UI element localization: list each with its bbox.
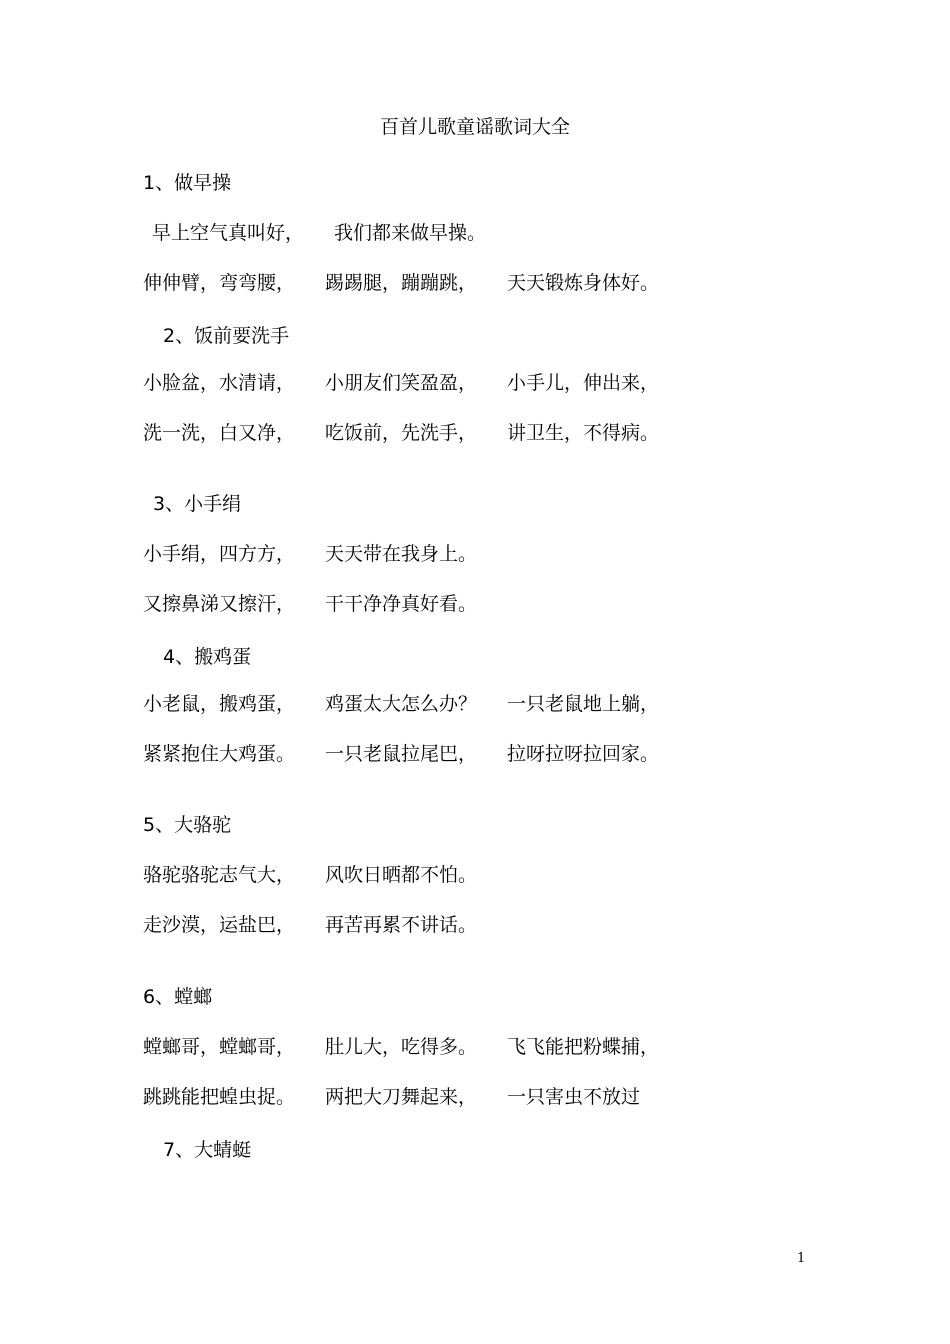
lyric-phrase: 螳螂哥，螳螂哥，: [143, 1036, 296, 1058]
lyric-line: [0, 220, 950, 246]
song-heading: 3、小手绢: [153, 493, 242, 515]
lyric-phrase: 一只老鼠拉尾巴，: [325, 743, 478, 765]
lyric-line: [0, 591, 950, 617]
lyric-line: [0, 691, 950, 717]
lyric-phrase: 小脸盆，水清请，: [143, 372, 296, 394]
lyric-phrase: 天天带在我身上。: [325, 543, 478, 565]
lyric-phrase: 伸伸臂，弯弯腰，: [143, 272, 296, 294]
lyric-phrase: 风吹日晒都不怕。: [325, 864, 478, 886]
lyric-phrase: 干干净净真好看。: [325, 593, 478, 615]
lyric-line: [0, 541, 950, 567]
lyric-phrase: 我们都来做早操。: [334, 222, 487, 244]
document-title: 百首儿歌童谣歌词大全: [379, 116, 570, 138]
lyric-phrase: 跳跳能把蝗虫捉。: [143, 1086, 296, 1108]
lyric-phrase: 拉呀拉呀拉回家。: [507, 743, 660, 765]
lyric-phrase: 小手儿，伸出来，: [507, 372, 660, 394]
lyric-line: [0, 1084, 950, 1110]
lyric-phrase: 一只老鼠地上躺，: [507, 693, 660, 715]
lyric-phrase: 天天锻炼身体好。: [507, 272, 660, 294]
song-heading: 2、饭前要洗手: [163, 325, 290, 347]
lyric-line: [0, 741, 950, 767]
lyric-phrase: 踢踢腿，蹦蹦跳，: [325, 272, 478, 294]
lyric-phrase: 再苦再累不讲话。: [325, 914, 478, 936]
lyric-phrase: 走沙漠，运盐巴，: [143, 914, 296, 936]
song-heading: 5、大骆驼: [143, 814, 232, 836]
lyric-phrase: 吃饭前，先洗手，: [325, 422, 478, 444]
lyric-phrase: 两把大刀舞起来，: [325, 1086, 478, 1108]
lyric-phrase: 飞飞能把粉蝶捕，: [507, 1036, 660, 1058]
song-heading: 1、做早操: [143, 172, 232, 194]
page-number: 1: [797, 1251, 806, 1266]
lyric-phrase: 骆驼骆驼志气大，: [143, 864, 296, 886]
lyric-phrase: 肚儿大，吃得多。: [325, 1036, 478, 1058]
song-heading: 7、大蜻蜓: [163, 1139, 252, 1161]
lyric-line: [0, 912, 950, 938]
lyric-phrase: 小手绢，四方方，: [143, 543, 296, 565]
lyric-phrase: 洗一洗，白又净，: [143, 422, 296, 444]
song-heading: 4、搬鸡蛋: [163, 646, 252, 668]
lyric-line: [0, 270, 950, 296]
lyric-phrase: 鸡蛋太大怎么办？: [325, 693, 478, 715]
lyric-phrase: 紧紧抱住大鸡蛋。: [143, 743, 296, 765]
lyric-line: [0, 420, 950, 446]
lyric-line: [0, 1034, 950, 1060]
lyric-phrase: 小朋友们笑盈盈，: [325, 372, 478, 394]
lyric-phrase: 早上空气真叫好，: [152, 222, 305, 244]
lyric-phrase: 又擦鼻涕又擦汗，: [143, 593, 296, 615]
song-heading: 6、螳螂: [143, 986, 213, 1008]
lyric-phrase: 小老鼠，搬鸡蛋，: [143, 693, 296, 715]
lyric-line: [0, 862, 950, 888]
lyric-line: [0, 370, 950, 396]
lyric-phrase: 一只害虫不放过: [507, 1086, 641, 1108]
lyric-phrase: 讲卫生，不得病。: [507, 422, 660, 444]
